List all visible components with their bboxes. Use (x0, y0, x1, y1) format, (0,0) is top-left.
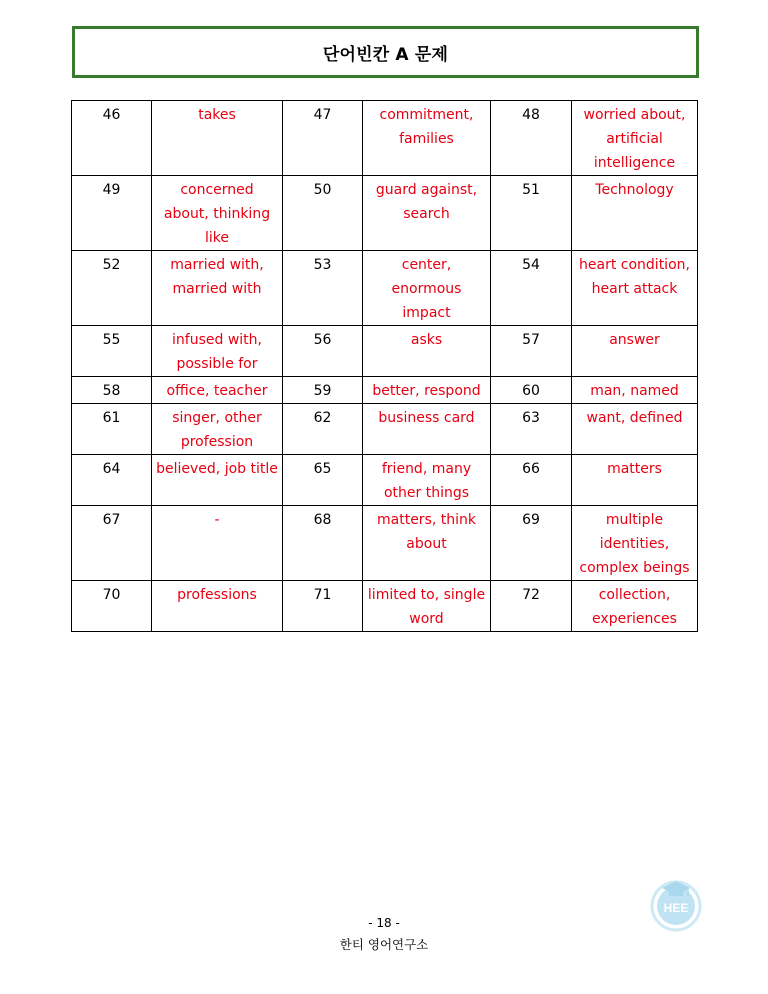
logo-text: HEE (663, 901, 689, 915)
question-number: 56 (283, 326, 363, 377)
question-number: 54 (491, 251, 572, 326)
answer-cell: matters (572, 455, 698, 506)
question-number: 68 (283, 506, 363, 581)
answer-cell: Technology (572, 176, 698, 251)
question-number: 46 (72, 101, 152, 176)
page-title: 단어빈칸 A 문제 (322, 44, 449, 65)
question-number: 60 (491, 377, 572, 404)
question-number: 59 (283, 377, 363, 404)
question-number: 72 (491, 581, 572, 632)
question-number: 61 (72, 404, 152, 455)
question-number: 64 (72, 455, 152, 506)
answer-table (71, 100, 698, 632)
answer-cell: asks (363, 326, 491, 377)
answer-cell: office, teacher (152, 377, 283, 404)
table-row (72, 581, 698, 632)
question-number: 48 (491, 101, 572, 176)
question-number: 58 (72, 377, 152, 404)
answer-cell: worried about, artificial intelligence (572, 101, 698, 176)
answer-cell: married with, married with (152, 251, 283, 326)
question-number: 49 (72, 176, 152, 251)
answer-cell: takes (152, 101, 283, 176)
answer-cell: professions (152, 581, 283, 632)
table-row (72, 455, 698, 506)
question-number: 62 (283, 404, 363, 455)
question-number: 67 (72, 506, 152, 581)
answer-cell: matters, think about (363, 506, 491, 581)
answer-cell: center, enormous impact (363, 251, 491, 326)
answer-cell: concerned about, thinking like (152, 176, 283, 251)
question-number: 66 (491, 455, 572, 506)
table-row (72, 176, 698, 251)
answer-cell: better, respond (363, 377, 491, 404)
answer-cell: friend, many other things (363, 455, 491, 506)
answer-cell: commitment, families (363, 101, 491, 176)
question-number: 63 (491, 404, 572, 455)
answer-cell: man, named (572, 377, 698, 404)
answer-cell: collection, experiences (572, 581, 698, 632)
answer-cell: limited to, single word (363, 581, 491, 632)
answer-cell: guard against, search (363, 176, 491, 251)
answer-cell: want, defined (572, 404, 698, 455)
publisher-name: 한티 영어연구소 (339, 937, 429, 952)
question-number: 51 (491, 176, 572, 251)
table-row (72, 377, 698, 404)
page-number: - 18 - (368, 916, 400, 930)
answer-cell: - (152, 506, 283, 581)
answer-cell: business card (363, 404, 491, 455)
question-number: 55 (72, 326, 152, 377)
question-number: 70 (72, 581, 152, 632)
question-number: 52 (72, 251, 152, 326)
question-number: 47 (283, 101, 363, 176)
table-row (72, 101, 698, 176)
question-number: 65 (283, 455, 363, 506)
answer-cell: believed, job title (152, 455, 283, 506)
table-row (72, 506, 698, 581)
table-row (72, 326, 698, 377)
table-row (72, 251, 698, 326)
answer-cell: singer, other profession (152, 404, 283, 455)
answer-cell: heart condition, heart attack (572, 251, 698, 326)
answer-cell: infused with, possible for (152, 326, 283, 377)
question-number: 50 (283, 176, 363, 251)
title-box (72, 26, 699, 78)
answer-cell: multiple identities, complex beings (572, 506, 698, 581)
question-number: 57 (491, 326, 572, 377)
question-number: 71 (283, 581, 363, 632)
answer-cell: answer (572, 326, 698, 377)
question-number: 53 (283, 251, 363, 326)
question-number: 69 (491, 506, 572, 581)
table-row (72, 404, 698, 455)
